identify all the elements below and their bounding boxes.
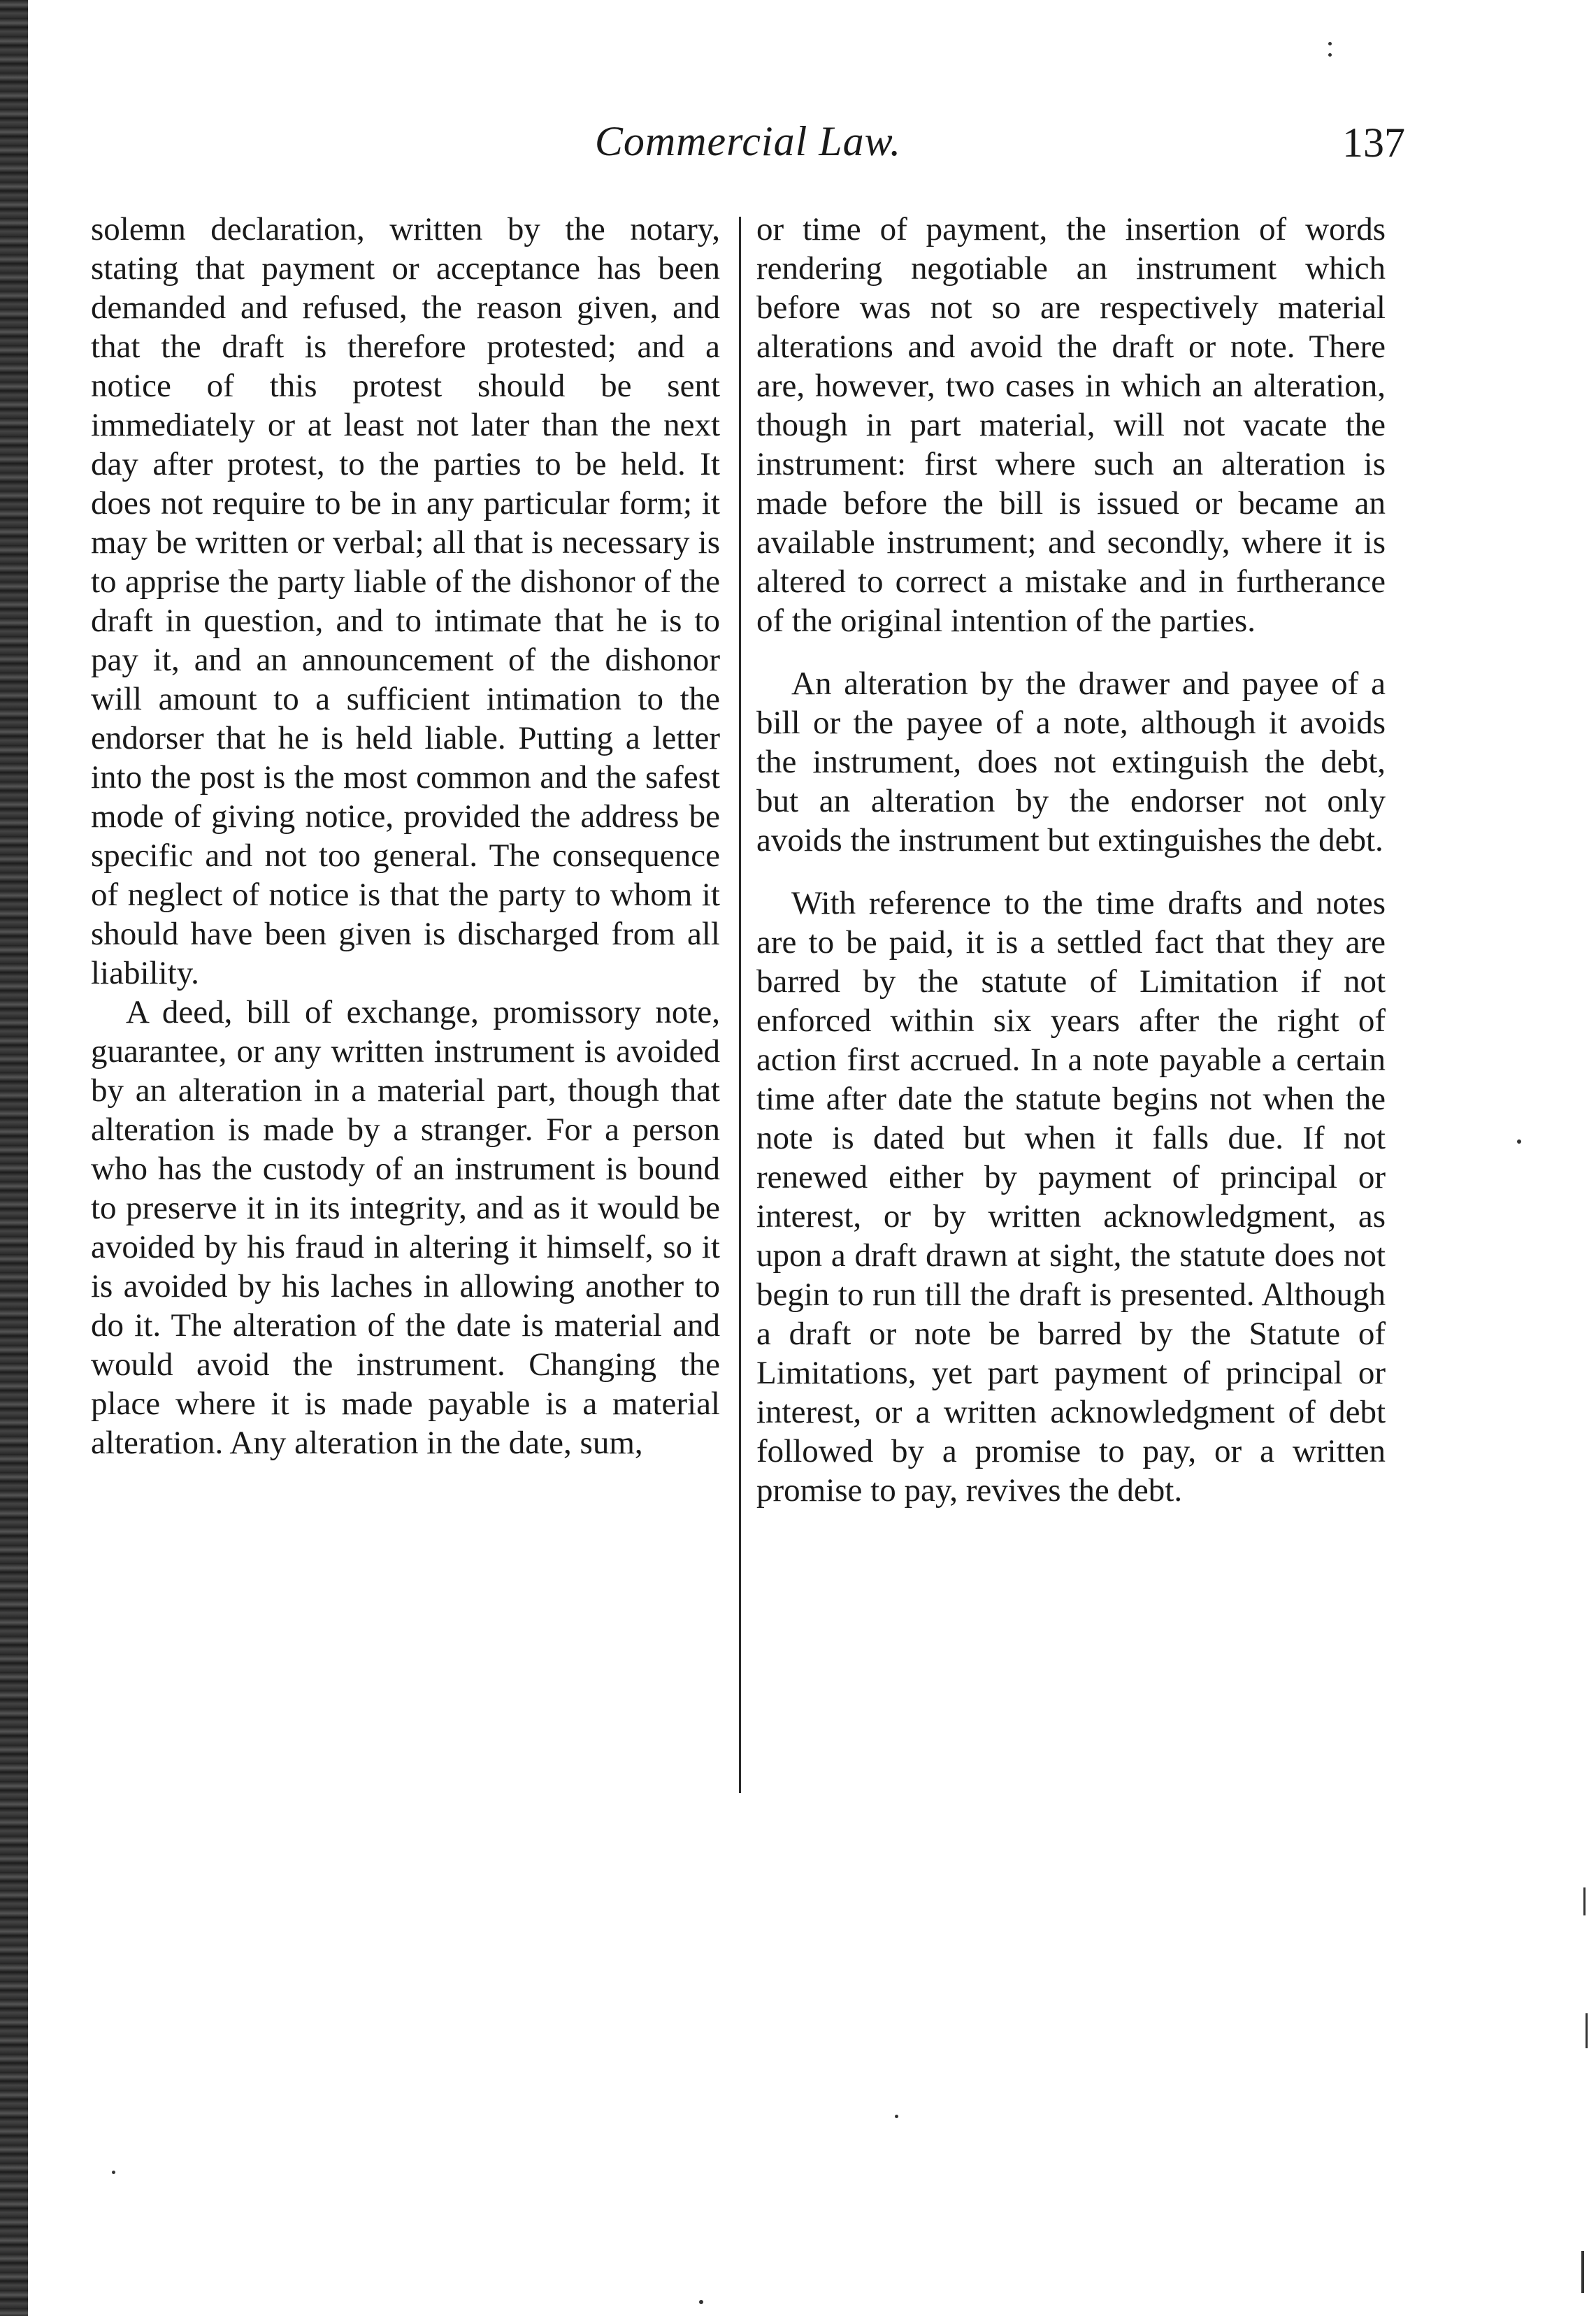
scan-speck <box>699 2300 703 2304</box>
scan-speck <box>1328 42 1332 45</box>
page-header <box>91 117 1405 180</box>
right-paragraph-1: or time of payment, the insertion of words rendering negotiable an instrument which before was not so are respectively material alterations and avoid the draft or note. There are, however, two cases in which an alteration, though in part material, will not vacate the instrument: first where such an alteration is made before the bill is issued or became an available instrument; and secondly, where it is altered to correct a mistake and in furtherance of the original intention of the parties. <box>756 211 1386 639</box>
page-number: 137 <box>1342 120 1405 166</box>
left-paragraph-2: A deed, bill of exchange, promissory note, guarantee, or any written instrument is avoided by an alteration in a material part, though that alteration is made by a stranger. For a person who has the custody of an instrument is bound to preserve it in its integrity, and as it would be avoided by his fraud in altering it himself, so it is avoided by his laches in allowing another to do it. The alteration of the date is material and would avoid the instrument. Changing the place where it is made payable is a material alteration. Any alteration in the date, sum, <box>91 994 720 1461</box>
left-column <box>91 210 720 1462</box>
scan-speck <box>1581 2251 1584 2293</box>
right-paragraph-2: An alteration by the drawer and payee of a bill or the payee of a note, although it avoids the instrument, does not extinguish the debt, but an alteration by the endorser not only avoids the instrument but extinguishes the debt. <box>756 666 1386 858</box>
column-divider <box>739 217 741 1793</box>
scan-speck <box>1517 1139 1521 1144</box>
scan-speck <box>112 2171 115 2174</box>
scan-speck <box>1328 53 1332 57</box>
scan-binding-edge <box>0 0 28 2316</box>
scan-speck <box>1583 1887 1586 1915</box>
right-column <box>756 210 1386 1510</box>
left-paragraph-1: solemn declaration, written by the notary, stating that payment or acceptance has been demanded and refused, the reason given, and that the draft is therefore protested; and a notice of this protest should be sent immediately or at least not later than the next day after protest, to the parties to be held. It does not require to be in any particular form; it may be written or verbal; all that is necessary is to apprise the party liable of the dishonor of the draft in question, and to intimate that he is to pay it, and an announcement of the dishonor will amount to a sufficient intimation to the endorser that he is held liable. Putting a letter into the post is the most common and the safest mode of giving notice, provided the address be specific and not too general. The consequence of neglect of notice is that the party to whom it should have been given is discharged from all liability. <box>91 211 720 991</box>
scan-speck <box>895 2115 898 2118</box>
running-title: Commercial Law. <box>594 118 902 164</box>
right-paragraph-3: With reference to the time drafts and notes are to be paid, it is a settled fact that they are barred by the statute of Limitation if not enforced within six years after the right of action first accrued. In a note payable a certain time after date the statute begins not when the note is dated but when it falls due. If not renewed either by payment of principal or interest, or by written acknowledgment, as upon a draft drawn at sight, the statute does not begin to run till the draft is presented. Although a draft or note be barred by the Statute of Limitations, yet part payment of principal or interest, or a written acknowledgment of debt followed by a promise to pay, or a written promise to pay, revives the debt. <box>756 885 1386 1509</box>
scan-speck <box>1586 2013 1588 2048</box>
